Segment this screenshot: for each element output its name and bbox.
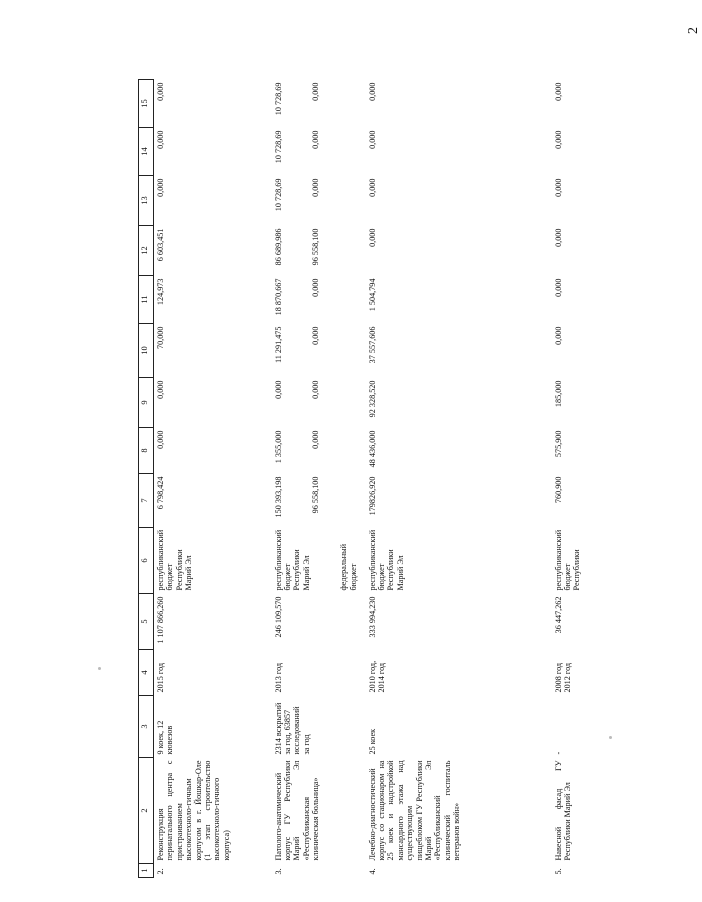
amount-col-15	[366, 80, 552, 128]
amount-col-12	[272, 226, 366, 276]
amount-col-13-second-line: 0,000	[310, 178, 320, 197]
amount-col-7	[154, 474, 272, 528]
row-number	[154, 864, 272, 878]
amount-col-14	[552, 128, 672, 176]
amount-col-9-text: 0,000	[273, 380, 283, 399]
object-name-text: Навесной фасад ГУ Республики Марий Эл	[553, 760, 572, 861]
amount-col-7	[272, 474, 366, 528]
header-cell: 12	[139, 226, 154, 276]
header-cell: 4	[139, 650, 154, 696]
period	[552, 650, 672, 696]
amount-col-10-text: 11 291,475	[273, 326, 283, 364]
period	[272, 650, 366, 696]
amount-col-7-text: 6 798,424	[156, 476, 165, 510]
amount-col-12	[552, 226, 672, 276]
table-row	[366, 80, 552, 878]
amount-col-8-text: 1 355,000	[273, 430, 283, 464]
estimated-cost	[552, 594, 672, 650]
amount-col-11	[552, 276, 672, 324]
header-cell: 15	[139, 80, 154, 128]
funding-source	[366, 528, 552, 594]
header-cell: 8	[139, 428, 154, 474]
amount-col-14	[272, 128, 366, 176]
row-number-text: 3.	[273, 868, 283, 875]
estimated-cost-text: 36 447,262	[553, 596, 563, 634]
amount-col-14-text: 0,000	[156, 130, 165, 149]
object-name	[366, 758, 552, 864]
amount-col-9-text: 185,000	[553, 380, 563, 408]
amount-col-13	[366, 176, 552, 226]
amount-col-15	[154, 80, 272, 128]
funding-source	[272, 528, 366, 594]
amount-col-12-text: 0,000	[553, 228, 563, 247]
object-name-text: Лечебно-диагностический корпус со стационаром на 25 коек и надстройкой мансардного этажа над существующим пищеблоком ГУ Республики Марий Эл «Республиканский клинический госпиталь ветеранов войн»	[367, 760, 462, 861]
rotated-table-sheet	[138, 82, 638, 878]
amount-col-9	[552, 378, 672, 428]
amount-col-12-text: 0,000	[367, 228, 377, 247]
capital-construction-table	[138, 79, 672, 878]
header-cell: 1	[139, 864, 154, 878]
period	[366, 650, 552, 696]
column-number-header	[139, 80, 154, 878]
amount-col-8	[154, 428, 272, 474]
header-cell: 13	[139, 176, 154, 226]
period-text: 2015 год	[156, 662, 165, 693]
amount-col-11-second-line: 0,000	[310, 278, 320, 297]
capacity-text: 2314 вскрытий за год, 63857 исследований за год	[273, 702, 311, 755]
amount-col-10	[366, 324, 552, 378]
header-cell: 10	[139, 324, 154, 378]
object-name-text: Реконструкция перинатального центра с пристраиванием высокотехноло-гичным корпусом в г. Йошкар-Оле (1 этап строительство высокотехноло-гичного корпуса)	[156, 760, 231, 861]
header-cell: 6	[139, 528, 154, 594]
funding-source	[552, 528, 672, 594]
header-cell: 7	[139, 474, 154, 528]
amount-col-11-text: 0,000	[553, 278, 563, 297]
object-name	[272, 758, 366, 864]
capacity-text: 25 коек	[367, 728, 377, 755]
capacity	[366, 696, 552, 758]
amount-col-15-text: 0,000	[553, 82, 563, 101]
amount-col-10	[552, 324, 672, 378]
amount-col-13	[272, 176, 366, 226]
estimated-cost-text: 1 107 866,260	[156, 596, 165, 644]
capacity	[272, 696, 366, 758]
amount-col-7-text: 150 393,198	[273, 476, 283, 518]
amount-col-8	[552, 428, 672, 474]
amount-col-10-text: 70,000	[156, 326, 165, 350]
amount-col-11-text: 124,973	[156, 278, 165, 306]
table-row	[154, 80, 272, 878]
funding-source-second-line: федеральный бюджет	[339, 543, 358, 591]
period-text: 2010 год, 2014 год	[367, 660, 386, 693]
amount-col-14	[366, 128, 552, 176]
capacity	[552, 696, 672, 758]
estimated-cost	[366, 594, 552, 650]
funding-source-text: республиканский бюджет Республики Марий Эл	[367, 529, 405, 591]
amount-col-10-text: 0,000	[553, 326, 563, 345]
estimated-cost	[154, 594, 272, 650]
amount-col-11-text: 1 504,794	[367, 278, 377, 312]
amount-col-15-second-line: 0,000	[310, 82, 320, 101]
header-cell: 2	[139, 758, 154, 864]
amount-col-13	[552, 176, 672, 226]
row-number-text: 4.	[367, 868, 377, 875]
row-number	[366, 864, 552, 878]
amount-col-14-text: 0,000	[367, 130, 377, 149]
amount-col-15-text: 0,000	[156, 82, 165, 101]
amount-col-7-text: 760,900	[553, 476, 563, 504]
row-number	[272, 864, 366, 878]
amount-col-8-second-line: 0,000	[310, 430, 320, 449]
amount-col-12	[154, 226, 272, 276]
funding-source-text: республиканский бюджет Республики	[553, 529, 582, 591]
amount-col-9	[272, 378, 366, 428]
amount-col-10	[272, 324, 366, 378]
estimated-cost-text: 246 109,570	[273, 596, 283, 638]
header-cell: 3	[139, 696, 154, 758]
table-row	[552, 80, 672, 878]
amount-col-8-text: 0,000	[156, 430, 165, 449]
amount-col-14	[154, 128, 272, 176]
amount-col-12-text: 6 603,451	[156, 228, 165, 262]
amount-col-8	[366, 428, 552, 474]
amount-col-11	[154, 276, 272, 324]
amount-col-10-text: 37 557,606	[367, 326, 377, 364]
amount-col-12-text: 86 689,986	[273, 228, 283, 266]
amount-col-7-second-line: 96 558,100	[310, 476, 320, 514]
header-cell: 11	[139, 276, 154, 324]
amount-col-15-text: 10 728,69	[273, 82, 283, 116]
funding-source-text: республиканский бюджет Республики Марий Эл	[273, 529, 311, 591]
amount-col-9-text: 92 328,520	[367, 380, 377, 418]
amount-col-9	[366, 378, 552, 428]
amount-col-14-second-line: 0,000	[310, 130, 320, 149]
amount-col-9	[154, 378, 272, 428]
scan-speck	[98, 667, 101, 670]
amount-col-14-text: 10 728,69	[273, 130, 283, 164]
header-cell: 5	[139, 594, 154, 650]
amount-col-14-text: 0,000	[553, 130, 563, 149]
period	[154, 650, 272, 696]
object-name	[552, 758, 672, 864]
row-number	[552, 864, 672, 878]
amount-col-8	[272, 428, 366, 474]
amount-col-15	[552, 80, 672, 128]
object-name	[154, 758, 272, 864]
amount-col-10-second-line: 0,000	[310, 326, 320, 345]
amount-col-12-second-line: 96 558,100	[310, 228, 320, 266]
amount-col-8-text: 48 436,000	[367, 430, 377, 468]
amount-col-13	[154, 176, 272, 226]
amount-col-12	[366, 226, 552, 276]
amount-col-7	[552, 474, 672, 528]
funding-source-text: республиканский бюджет Республики Марий Эл	[156, 529, 194, 591]
amount-col-13-text: 10 728,69	[273, 178, 283, 212]
page-number: 2	[686, 27, 701, 34]
amount-col-11	[272, 276, 366, 324]
header-cell: 14	[139, 128, 154, 176]
amount-col-13-text: 0,000	[553, 178, 563, 197]
estimated-cost	[272, 594, 366, 650]
amount-col-7-text: 179826,920	[367, 476, 377, 516]
table-row	[272, 80, 366, 878]
header-cell: 9	[139, 378, 154, 428]
amount-col-15-text: 0,000	[367, 82, 377, 101]
amount-col-13-text: 0,000	[156, 178, 165, 197]
amount-col-11	[366, 276, 552, 324]
amount-col-9-text: 0,000	[156, 380, 165, 399]
amount-col-8-text: 575,900	[553, 430, 563, 458]
amount-col-10	[154, 324, 272, 378]
amount-col-15	[272, 80, 366, 128]
row-number-text: 5.	[553, 868, 563, 875]
amount-col-13-text: 0,000	[367, 178, 377, 197]
object-name-text: Патолого-анатомический корпус ГУ Республики Марий Эл «Республиканская клиническая больница»	[273, 760, 321, 861]
amount-col-11-text: 18 870,667	[273, 278, 283, 316]
period-text: 2013 год	[273, 662, 283, 693]
row-number-text: 2.	[156, 868, 165, 875]
capacity-text: 9 коек, 12 кювезов	[156, 720, 175, 755]
funding-source	[154, 528, 272, 594]
estimated-cost-text: 333 994,230	[367, 596, 377, 638]
capacity-text: -	[553, 751, 563, 755]
amount-col-9-second-line: 0,000	[310, 380, 320, 399]
capacity	[154, 696, 272, 758]
amount-col-7	[366, 474, 552, 528]
period-text: 2008 год 2012 год	[553, 662, 572, 693]
